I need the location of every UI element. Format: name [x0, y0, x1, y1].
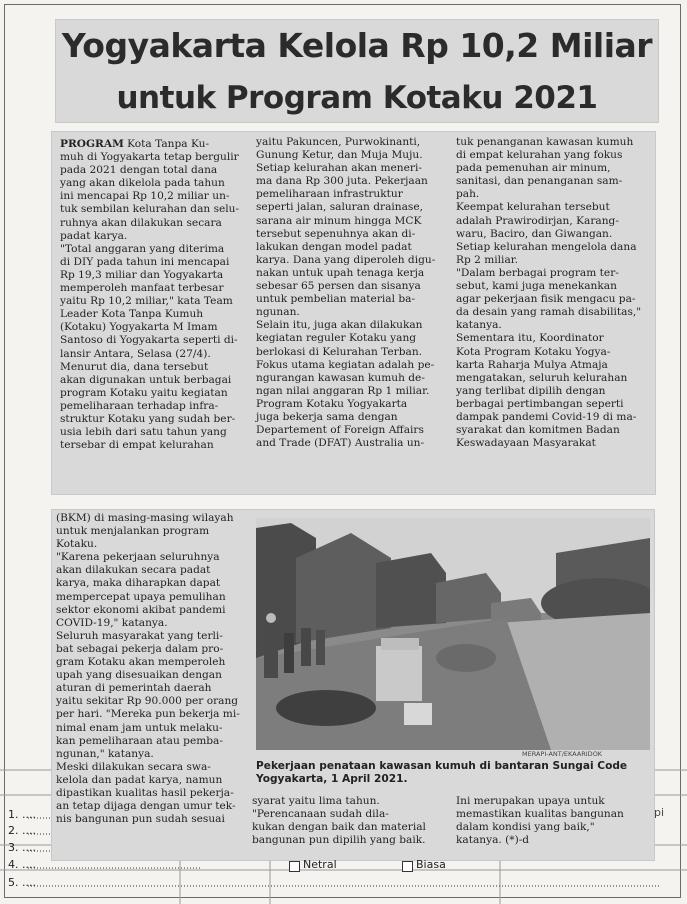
- checkbox-netral-label: Netral: [303, 858, 337, 871]
- headline-clipping: [56, 20, 658, 122]
- headline-line-1: Yogyakarta Kelola Rp 10,2 Miliar: [61, 26, 653, 65]
- photo-credit: MERAPI-ANT/EKAARIDOK: [522, 750, 603, 758]
- article-column-3: tuk penanganan kawasan kumuh di empat kelurahan yang fokus pada pemenuhan air minum, sanitasi, dan penanganan sam- pah. Keempat kelurahan tersebut adalah Prawirodirjan, Karang- waru, Baciro, dan Giwangan. Setiap kelurahan mengelola dana Rp 2 miliar. "Dalam berbagai program ter- sebut, kami juga menekankan agar pekerjaan fisik mengacu pa- da desain yang ramah disabilitas," katanya. Sementara itu, Koordinator Kota Program Kotaku Yogya- karta Raharja Mulya Atmaja mengatakan, seluruh kelurahan yang terlibat dipilih dengan berbagai pertimbangan seperti dampak pandemi Covid-19 di ma- syarakat dan komitmen Badan Keswadayaan Masyarakat: [456, 136, 642, 450]
- form-number-2: 2. ....: [8, 824, 36, 837]
- article-column-4: (BKM) di masing-masing wilayah untuk menjalankan program Kotaku. "Karena pekerjaan seluruhnya akan dilakukan secara padat karya, maka diharapkan dapat mempercepat upaya pemulihan sektor ekonomi akibat pandemi COVID-19," katanya. Seluruh masyarakat yang terli- bat sebagai pekerja dalam pro- gram Kotaku akan memperoleh upah yang disesuaikan dengan aturan di pemerintah daerah yaitu sekitar Rp 90.000 per orang per hari. "Mereka pun bekerja mi- nimal enam jam untuk melaku- kan pemeliharaan atau pemba- ngunan," katanya. Meski dilakukan secara swa- kelola dan padat karya, namun dipastikan kualitas hasil pekerja- an tetap dijaga dengan umur tek- nis bangunan pun sudah sesuai: [56, 512, 240, 826]
- form-number-3: 3. ....: [8, 841, 36, 854]
- checkbox-biasa[interactable]: [402, 861, 413, 872]
- form-number-5: 5. ....: [8, 876, 36, 889]
- headline-line-2: untuk Program Kotaku 2021: [116, 80, 598, 116]
- form-edge-text: pi: [654, 806, 665, 819]
- form-number-1: 1. ....: [8, 808, 36, 821]
- article-column-1: [60, 138, 247, 452]
- article-column-1-text: Kota Tanpa Ku- muh di Yogyakarta tetap bergulir pada 2021 dengan total dana yang akan dikelola pada tahun ini mencapai Rp 10,2 miliar un- tuk sembilan kelurahan dan selu- ruhnya akan dilakukan secara padat karya. "Total anggaran yang diterima di DIY pada tahun ini mencapai Rp 19,3 miliar dan Yogyakarta memperoleh manfaat terbesar yaitu Rp 10,2 miliar," kata Team Leader Kota Tanpa Kumuh (Kotaku) Yogyakarta M Imam Santoso di Yogyakarta seperti di- lansir Antara, Selasa (27/4). Menurut dia, dana tersebut akan digunakan untuk berbagai program Kotaku yaitu kegiatan pemeliharaan terhadap infra- struktur Kotaku yang sudah ber- usia lebih dari satu tahun yang tersebar di empat kelurahan: [60, 138, 240, 452]
- article-bottom-clipping: [52, 510, 654, 860]
- form-number-4: 4. ....: [8, 858, 36, 871]
- article-column-2: yaitu Pakuncen, Purwokinanti, Gunung Ketur, dan Muja Muju. Setiap kelurahan akan meneri- ma dana Rp 300 juta. Pekerjaan pemeliharaan infrastruktur seperti jalan, saluran drainase, sarana air minum hingga MCK tersebut sepenuhnya akan di- lakukan dengan model padat karya. Dana yang diperoleh digu- nakan untuk upah tenaga kerja sebesar 65 persen dan sisanya untuk pembelian material ba- ngunan. Selain itu, juga akan dilakukan kegiatan reguler Kotaku yang berlokasi di Kelurahan Terban. Fokus utama kegiatan adalah pe- ngurangan kawasan kumuh de- ngan nilai anggaran Rp 1 miliar. Program Kotaku Yogyakarta juga bekerja sama dengan Departement of Foreign Affairs and Trade (DFAT) Australia un-: [256, 136, 436, 450]
- article-column-5: syarat yaitu lima tahun. "Perencanaan sudah dila- kukan dengan baik dan material bangunan pun dipilih yang baik.: [252, 795, 426, 847]
- article-column-6: Ini merupakan upaya untuk memastikan kualitas bangunan dalam kondisi yang baik," katanya. (*)-d: [456, 795, 624, 847]
- news-photo: [256, 518, 650, 750]
- checkbox-netral[interactable]: [289, 861, 300, 872]
- photo-caption: Pekerjaan penataan kawasan kumuh di bantaran Sungai Code Yogyakarta, 1 April 2021.: [256, 760, 628, 785]
- checkbox-biasa-label: Biasa: [416, 858, 446, 871]
- article-top-clipping: [52, 132, 655, 494]
- article-lead-word: PROGRAM: [60, 138, 124, 150]
